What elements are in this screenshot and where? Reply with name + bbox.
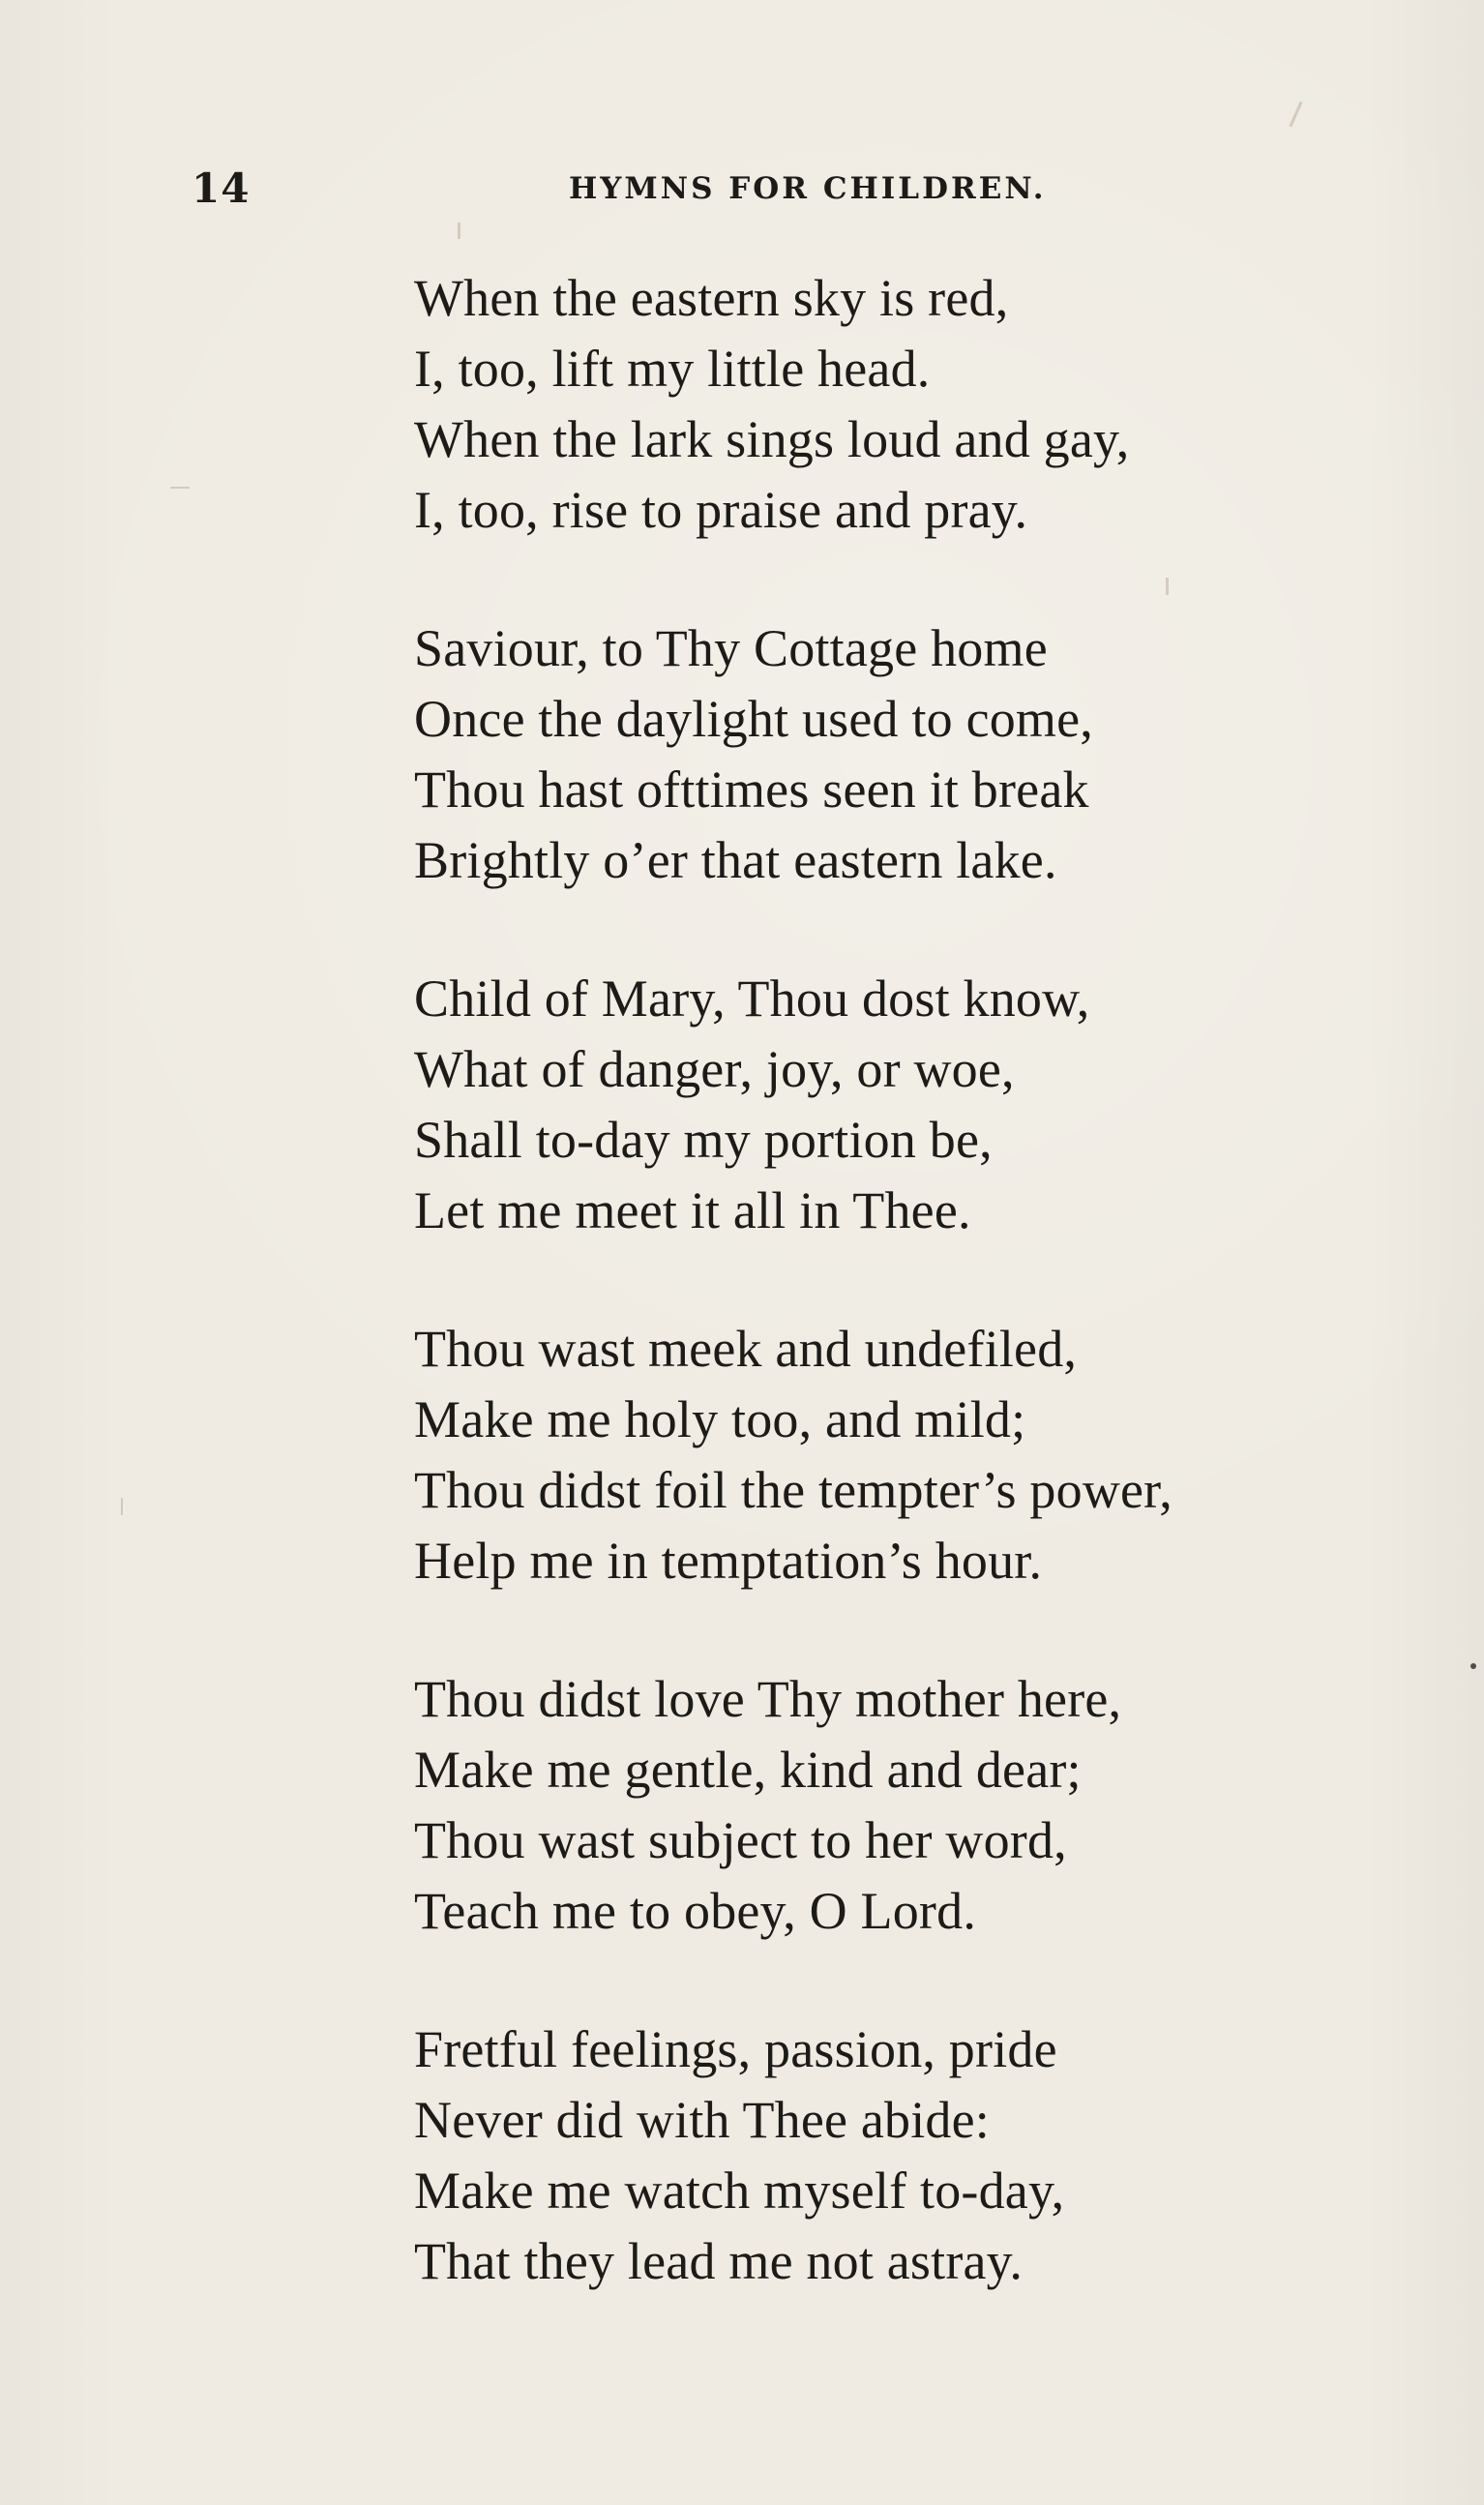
poem-line: Make me gentle, kind and dear; <box>414 1741 1082 1799</box>
paper-mark <box>458 223 460 239</box>
poem-line: Thou hast ofttimes seen it break <box>414 760 1089 819</box>
poem-line: Thou didst foil the tempter’s power, <box>414 1461 1172 1519</box>
paper-mark <box>170 487 190 489</box>
poem-line: Never did with Thee abide: <box>414 2091 991 2149</box>
poem-line: When the eastern sky is red, <box>414 269 1009 327</box>
page-header <box>192 164 1106 223</box>
running-head: HYMNS FOR CHILDREN. <box>569 171 1047 206</box>
poem-line: Make me watch myself to-day, <box>414 2162 1065 2220</box>
poem-line: I, too, rise to praise and pray. <box>414 481 1028 539</box>
poem-line: Help me in temptation’s hour. <box>414 1532 1043 1590</box>
poem-line: That they lead me not astray. <box>414 2232 1024 2290</box>
poem-line: Thou wast subject to her word, <box>414 1811 1067 1869</box>
poem-line: Child of Mary, Thou dost know, <box>414 969 1090 1028</box>
poem-line: Shall to-day my portion be, <box>414 1111 993 1169</box>
poem-line: Thou wast meek and undefiled, <box>414 1320 1078 1378</box>
stanza-5 <box>414 1664 1314 1947</box>
stanza-4 <box>414 1314 1314 1596</box>
poem-line: Saviour, to Thy Cottage home <box>414 619 1048 677</box>
poem-line: Let me meet it all in Thee. <box>414 1181 971 1239</box>
poem-line: What of danger, joy, or woe, <box>414 1040 1015 1098</box>
paper-mark <box>1289 102 1302 128</box>
poem-line: Thou didst love Thy mother here, <box>414 1670 1122 1728</box>
stanza-2 <box>414 613 1314 896</box>
stanza-3 <box>414 964 1314 1246</box>
ink-dot <box>1470 1663 1476 1669</box>
poem-line: Teach me to obey, O Lord. <box>414 1882 977 1940</box>
poem-line: I, too, lift my little head. <box>414 340 931 398</box>
poem-line: Once the daylight used to come, <box>414 690 1094 748</box>
poem-line: Make me holy too, and mild; <box>414 1390 1026 1448</box>
page-number: 14 <box>192 164 251 212</box>
poem-line: Fretful feelings, passion, pride <box>414 2020 1057 2078</box>
hymn-poem <box>414 263 1314 2365</box>
stanza-1 <box>414 263 1314 546</box>
stanza-6 <box>414 2014 1314 2297</box>
poem-line: Brightly o’er that eastern lake. <box>414 831 1057 889</box>
paper-mark <box>121 1498 123 1515</box>
poem-line: When the lark sings loud and gay, <box>414 410 1130 468</box>
